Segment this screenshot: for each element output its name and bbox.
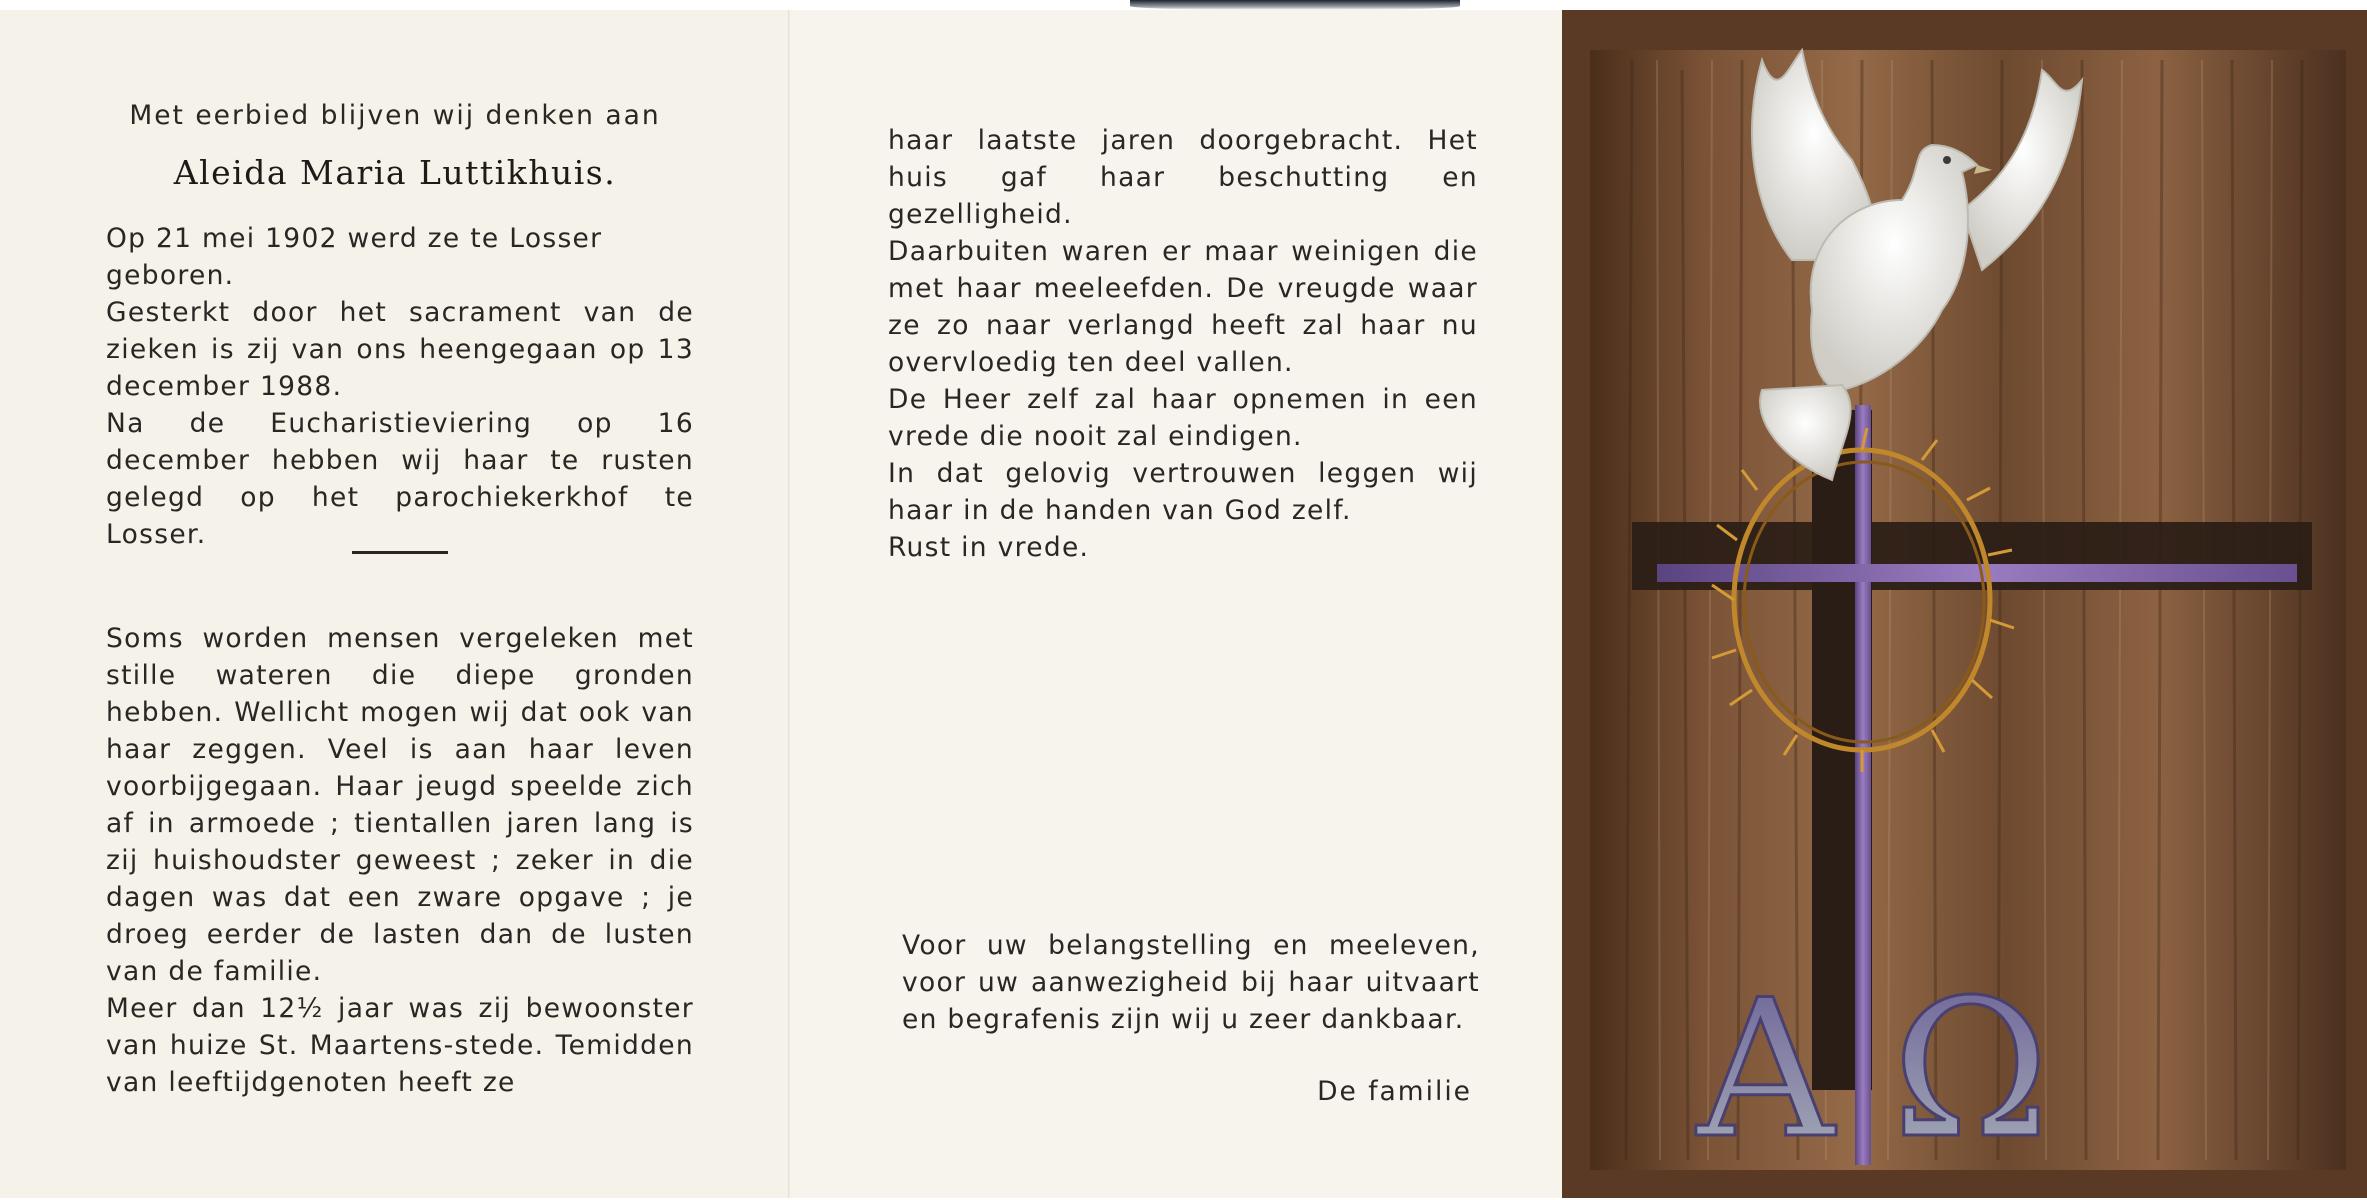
deceased-name: Aleida Maria Luttikhuis.: [173, 153, 617, 192]
left-page: [0, 10, 790, 1198]
burial-text: Na de Eucharistieviering op 16 december hebben wij haar te rusten gelegd op het parochiekerkhof te Losser.: [106, 408, 694, 550]
intro-line: Met eerbied blijven wij denken aan: [129, 100, 661, 131]
continuation-paragraph: In dat gelovig vertrouwen leggen wij haar in de handen van God zelf.: [888, 458, 1478, 526]
artwork-illustration: [1562, 10, 2367, 1198]
facts-block: [106, 220, 694, 553]
alpha-icon: A: [1697, 959, 1835, 1180]
omega-icon: Ω: [1892, 959, 2050, 1180]
reflection-block: [106, 620, 694, 1101]
continuation-paragraph: De Heer zelf zal haar opnemen in een vrede die nooit zal eindigen.: [888, 384, 1478, 452]
divider-line: [352, 551, 448, 554]
continuation-block: [888, 122, 1478, 566]
continuation-paragraph: Daarbuiten waren er maar weinigen die met haar meeleefden. De vreugde waar ze zo naar verlangd heeft zal haar nu overvloedig ten deel vallen.: [888, 236, 1478, 378]
artwork-panel: [1562, 10, 2367, 1198]
scan-shadow: [1130, 0, 1460, 10]
signature: De familie: [1317, 1076, 1472, 1107]
rest-in-peace: Rust in vrede.: [888, 532, 1090, 563]
reflection-paragraph: Meer dan 12½ jaar was zij bewoonster van huize St. Maartens-stede. Temidden van leeftijdgenoten heeft ze: [106, 993, 694, 1098]
thanks-block: [902, 927, 1480, 1038]
birth-text: Op 21 mei 1902 werd ze te Losser geboren.: [106, 223, 603, 291]
death-text: Gesterkt door het sacrament van de zieken is zij van ons heengegaan op 13 december 1988.: [106, 297, 694, 402]
thanks-text: Voor uw belangstelling en meeleven, voor uw aanwezigheid bij haar uitvaart en begrafenis zijn wij u zeer dankbaar.: [902, 930, 1480, 1035]
continuation-paragraph: haar laatste jaren doorgebracht. Het huis gaf haar beschutting en gezelligheid.: [888, 125, 1478, 230]
reflection-paragraph: Soms worden mensen vergeleken met stille wateren die diepe gronden hebben. Wellicht mogen wij dat ook van haar zeggen. Veel is aan haar leven voorbijgegaan. Haar jeugd speelde zich af in armoede ; tientallen jaren lang is zij huishoudster geweest ; zeker in die dagen was dat een zware opgave ; je droeg eerder de lasten dan de lusten van de familie.: [106, 623, 694, 987]
middle-page: [790, 10, 1572, 1198]
